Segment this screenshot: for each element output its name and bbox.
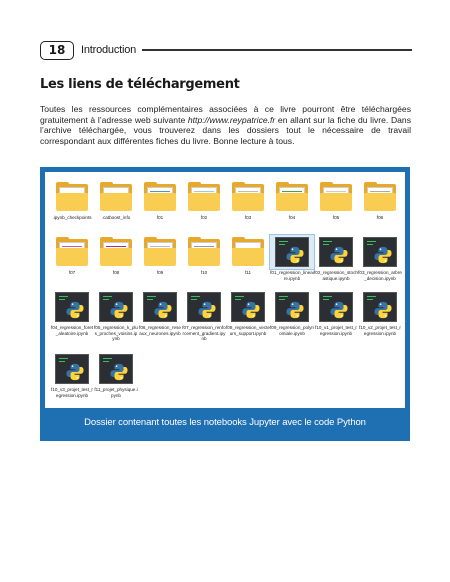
folder-item[interactable] xyxy=(182,235,226,276)
figure-caption: Dossier contenant toutes les notebooks Jupyter avec le code Python xyxy=(84,416,366,428)
python-notebook-icon xyxy=(98,291,134,323)
intro-paragraph xyxy=(40,104,411,146)
file-label: f04 xyxy=(288,215,296,220)
python-notebook-icon xyxy=(54,353,90,385)
folder-thumb xyxy=(270,180,314,214)
folder-icon xyxy=(230,236,266,268)
file-label: f08_regression_vecteurs_support.ipynb xyxy=(226,325,270,336)
page-header xyxy=(40,40,412,60)
notebook-thumb xyxy=(314,235,358,269)
folder-thumb xyxy=(50,235,94,269)
notebook-thumb xyxy=(358,235,402,269)
file-label: f01 xyxy=(156,215,164,220)
python-notebook-icon xyxy=(362,291,398,323)
folder-thumb xyxy=(94,180,138,214)
notebook-thumb xyxy=(50,352,94,386)
file-label: f02 xyxy=(200,215,208,220)
section-title: Les liens de téléchargement xyxy=(40,77,240,92)
download-link[interactable]: http://www.reypatrice.fr xyxy=(187,114,276,125)
file-label: f10 xyxy=(200,270,208,275)
notebook-thumb xyxy=(226,290,270,324)
folder-thumb xyxy=(226,180,270,214)
file-label: f03 xyxy=(244,215,252,220)
folder-item[interactable] xyxy=(314,180,358,221)
file-explorer-view xyxy=(45,172,405,408)
folder-icon xyxy=(98,181,134,213)
python-notebook-icon xyxy=(362,236,398,268)
notebook-file-item[interactable] xyxy=(226,290,270,336)
notebook-file-item[interactable] xyxy=(358,235,402,281)
folder-item[interactable] xyxy=(358,180,402,221)
folder-icon xyxy=(98,236,134,268)
folder-thumb xyxy=(94,235,138,269)
python-notebook-icon xyxy=(274,291,310,323)
file-label: f08 xyxy=(112,270,120,275)
file-label: f11_projet_physique.ipynb xyxy=(94,387,138,398)
python-notebook-icon xyxy=(318,236,354,268)
folder-icon xyxy=(142,181,178,213)
paragraph-text-2: en allant sur la fiche du livre. Dans l’archive téléchargée, vous trouverez dans les dossiers tout le nécessaire de travail correspondant aux différentes fiches du livre. Bonne lecture à tous. xyxy=(40,114,412,146)
folder-icon xyxy=(186,236,222,268)
folder-icon xyxy=(54,236,90,268)
folder-thumb xyxy=(50,180,94,214)
folder-thumb xyxy=(226,235,270,269)
notebook-file-item[interactable] xyxy=(314,235,358,281)
notebook-file-item[interactable] xyxy=(270,235,314,281)
file-label: f02_regression_stochastique.ipynb xyxy=(314,270,358,281)
notebook-thumb xyxy=(270,235,314,269)
folder-icon xyxy=(142,236,178,268)
file-label: f09 xyxy=(156,270,164,275)
explorer-figure xyxy=(40,167,410,441)
python-notebook-icon xyxy=(98,353,134,385)
notebook-file-item[interactable] xyxy=(314,290,358,336)
notebook-file-item[interactable] xyxy=(138,290,182,336)
folder-icon xyxy=(230,181,266,213)
python-notebook-icon xyxy=(318,291,354,323)
folder-icon xyxy=(186,181,222,213)
notebook-file-item[interactable] xyxy=(50,352,94,398)
notebook-thumb xyxy=(314,290,358,324)
notebook-file-item[interactable] xyxy=(50,290,94,336)
folder-item[interactable] xyxy=(226,235,270,276)
notebook-thumb xyxy=(94,352,138,386)
python-notebook-icon xyxy=(54,291,90,323)
folder-item[interactable] xyxy=(94,235,138,276)
file-label: f06_regression_reseaux_neurones.ipynb xyxy=(139,325,181,336)
folder-item[interactable] xyxy=(94,180,138,221)
file-label: f03_regression_arbre_decision.ipynb xyxy=(358,270,402,281)
notebook-file-item[interactable] xyxy=(270,290,314,336)
folder-thumb xyxy=(182,180,226,214)
notebook-thumb xyxy=(182,290,226,324)
notebook-thumb xyxy=(358,290,402,324)
folder-thumb xyxy=(358,180,402,214)
notebook-thumb xyxy=(270,290,314,324)
folder-item[interactable] xyxy=(226,180,270,221)
chapter-title: Introduction xyxy=(81,44,137,56)
file-label: f05_regression_k_plus_proches_voisins.ipynb xyxy=(94,325,138,342)
notebook-file-item[interactable] xyxy=(182,290,226,342)
folder-icon xyxy=(54,181,90,213)
file-label: .catboost_info xyxy=(101,215,131,220)
folder-icon xyxy=(362,181,398,213)
folder-thumb xyxy=(314,180,358,214)
folder-item[interactable] xyxy=(50,235,94,276)
paragraph-text-1: Toutes les ressources complémentaires associées à ce livre pourront être téléchargées gratuitement à l’adresse web suivante xyxy=(40,104,411,125)
file-label: f01_regression_lineaire.ipynb xyxy=(270,270,314,281)
folder-icon xyxy=(274,181,310,213)
notebook-file-item[interactable] xyxy=(358,290,402,336)
header-rule xyxy=(142,49,412,50)
folder-item[interactable] xyxy=(138,235,182,276)
file-label: f06 xyxy=(376,215,384,220)
python-notebook-icon xyxy=(274,236,310,268)
notebook-file-item[interactable] xyxy=(94,352,138,398)
page-number: 18 xyxy=(40,41,74,60)
file-label: f07_regression_renforcement_gradient.ipynb xyxy=(182,325,226,342)
folder-item[interactable] xyxy=(138,180,182,221)
notebook-thumb xyxy=(138,290,182,324)
notebook-thumb xyxy=(50,290,94,324)
file-label: f09_regression_polynomiale.ipynb xyxy=(270,325,314,336)
file-label: f04_regression_foret_aleatoire.ipynb xyxy=(50,325,94,336)
file-label: f10_v3_projet_test_regression.ipynb xyxy=(51,387,93,398)
python-notebook-icon xyxy=(186,291,222,323)
python-notebook-icon xyxy=(142,291,178,323)
folder-thumb xyxy=(138,180,182,214)
folder-thumb xyxy=(138,235,182,269)
notebook-thumb xyxy=(94,290,138,324)
folder-item[interactable] xyxy=(182,180,226,221)
file-label: f11 xyxy=(244,270,252,275)
folder-thumb xyxy=(182,235,226,269)
file-label: f07 xyxy=(68,270,76,275)
folder-item[interactable] xyxy=(50,180,94,221)
folder-icon xyxy=(318,181,354,213)
file-label: .ipynb_checkpoints xyxy=(52,215,92,220)
file-label: f10_v1_projet_test_regression.ipynb xyxy=(315,325,357,336)
folder-item[interactable] xyxy=(270,180,314,221)
notebook-file-item[interactable] xyxy=(94,290,138,342)
python-notebook-icon xyxy=(230,291,266,323)
file-label: f10_v2_projet_test_regression.ipynb xyxy=(359,325,401,336)
file-label: f05 xyxy=(332,215,340,220)
